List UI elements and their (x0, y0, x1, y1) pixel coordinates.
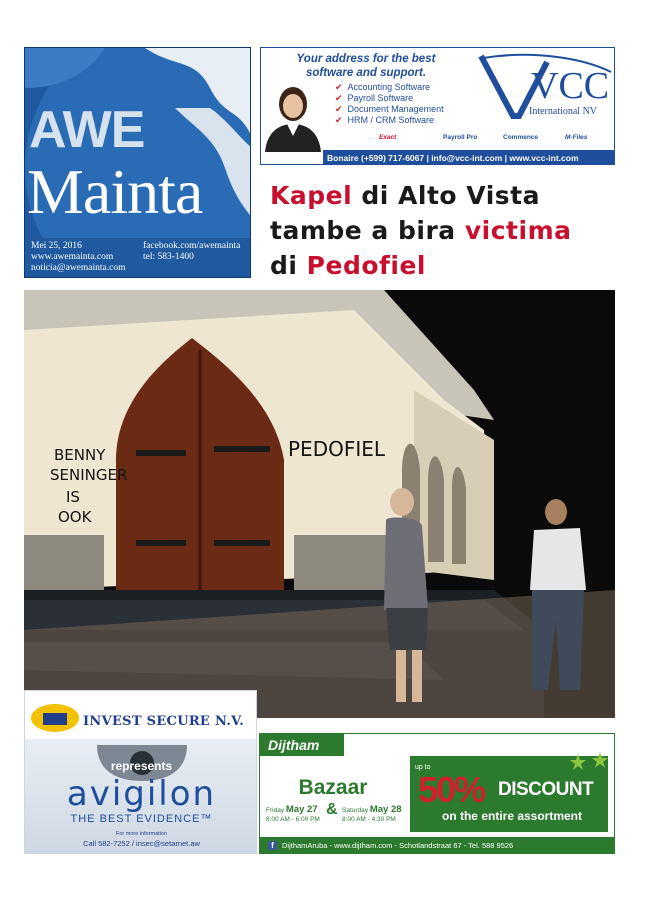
headline-tambe: tambe a bira (270, 216, 465, 245)
dijtham-bazaar: Bazaar (298, 776, 368, 799)
vcc-company-name: International NV (529, 106, 598, 117)
masthead (24, 47, 251, 278)
headline-di: di (270, 251, 307, 280)
headline-pedofiel: Pedofiel (306, 251, 426, 280)
headline-victima: victima (464, 216, 572, 245)
vcc-service: ✔ HRM / CRM Software (335, 115, 444, 126)
dijtham-friday (266, 805, 320, 824)
dijtham-ampersand: & (326, 801, 338, 818)
partner-payroll-pro: Payroll Pro (443, 134, 478, 141)
vcc-partner-logos (379, 134, 611, 146)
invest-represents: represents (110, 759, 173, 773)
dijtham-up-to: up to (415, 764, 431, 771)
vcc-logo-text: VCC (531, 65, 610, 107)
graffiti-line: OOK (58, 508, 92, 526)
fist-logo-icon (29, 701, 81, 735)
saturday-label: Saturday (342, 807, 369, 814)
headline-line2 (270, 213, 610, 248)
graffiti-line: BENNY (54, 446, 106, 464)
vcc-headline-line2: software and support. (305, 67, 427, 79)
dijtham-footer-text: DijthamAruba - www.dijtham.com - Schotlandstraat 67 - Tel. 588 9526 (282, 841, 514, 850)
masthead-phone: tel: 583-1400 (143, 252, 194, 262)
vcc-headline (271, 52, 461, 80)
headline-line3 (270, 248, 610, 283)
vcc-services-list (335, 82, 444, 126)
masthead-name-bottom: Mainta (27, 156, 203, 227)
dijtham-entire-assortment: on the entire assortment (441, 809, 583, 823)
friday-date: May 27 (285, 804, 318, 815)
friday-time: 8:00 AM - 6:00 PM (266, 816, 320, 823)
invest-contact[interactable]: Call 582-7252 / insec@setarnet.aw (83, 839, 200, 848)
dijtham-discount: DISCOUNT (498, 779, 594, 800)
invest-more-info: For more information (115, 831, 168, 837)
partner-commence: Commence (503, 134, 539, 141)
saturday-time: 8:00 AM - 4:30 PM (342, 816, 396, 823)
masthead-facebook[interactable]: facebook.com/awemainta (143, 241, 241, 251)
dijtham-percent: 50% (418, 769, 485, 810)
masthead-date: Mei 25, 2016 (31, 241, 82, 251)
masthead-website[interactable]: www.awemainta.com (31, 252, 114, 262)
chapel-photo (24, 290, 615, 718)
woman-photo-icon (261, 80, 323, 152)
invest-header (25, 691, 257, 741)
saturday-date: May 28 (369, 804, 402, 815)
partner-m-files: M-Files (565, 134, 588, 141)
graffiti-line: SENINGER (50, 466, 128, 484)
vcc-service: ✔ Payroll Software (335, 93, 444, 104)
vcc-advertisement[interactable] (260, 47, 615, 165)
article-headline (270, 178, 610, 283)
dijtham-logo: Dijtham (260, 734, 344, 756)
dijtham-advertisement[interactable] (259, 733, 615, 854)
vcc-contact-bar[interactable]: Bonaire (+599) 717-6067 | info@vcc-int.com | www.vcc-int.com (323, 150, 615, 165)
chapel-scene (24, 290, 615, 718)
avigilon-brand: avigilon (66, 774, 217, 814)
partner-exact: Exact (379, 134, 397, 141)
graffiti-line: IS (66, 488, 80, 506)
headline-kapel: Kapel (270, 181, 353, 210)
invest-company-name: INVEST SECURE N.V. (83, 714, 245, 729)
vcc-service: ✔ Accounting Software (335, 82, 444, 93)
facebook-icon[interactable]: f (268, 841, 277, 850)
masthead-email[interactable]: noticia@awemainta.com (31, 263, 126, 273)
dijtham-saturday (342, 805, 402, 824)
headline-line1 (270, 178, 610, 213)
masthead-name-top: AWE (29, 101, 145, 159)
headline-alto-vista: di Alto Vista (352, 181, 540, 210)
graffiti-pedofiel: PEDOFIEL (288, 437, 386, 461)
friday-label: Friday (266, 807, 285, 814)
stars-icon (568, 752, 612, 774)
dijtham-footer[interactable] (260, 837, 615, 854)
invest-secure-advertisement[interactable] (24, 690, 257, 854)
vcc-headline-line1: Your address for the best (296, 53, 436, 65)
avigilon-tagline: THE BEST EVIDENCE™ (70, 813, 213, 825)
vcc-service: ✔ Document Management (335, 104, 444, 115)
